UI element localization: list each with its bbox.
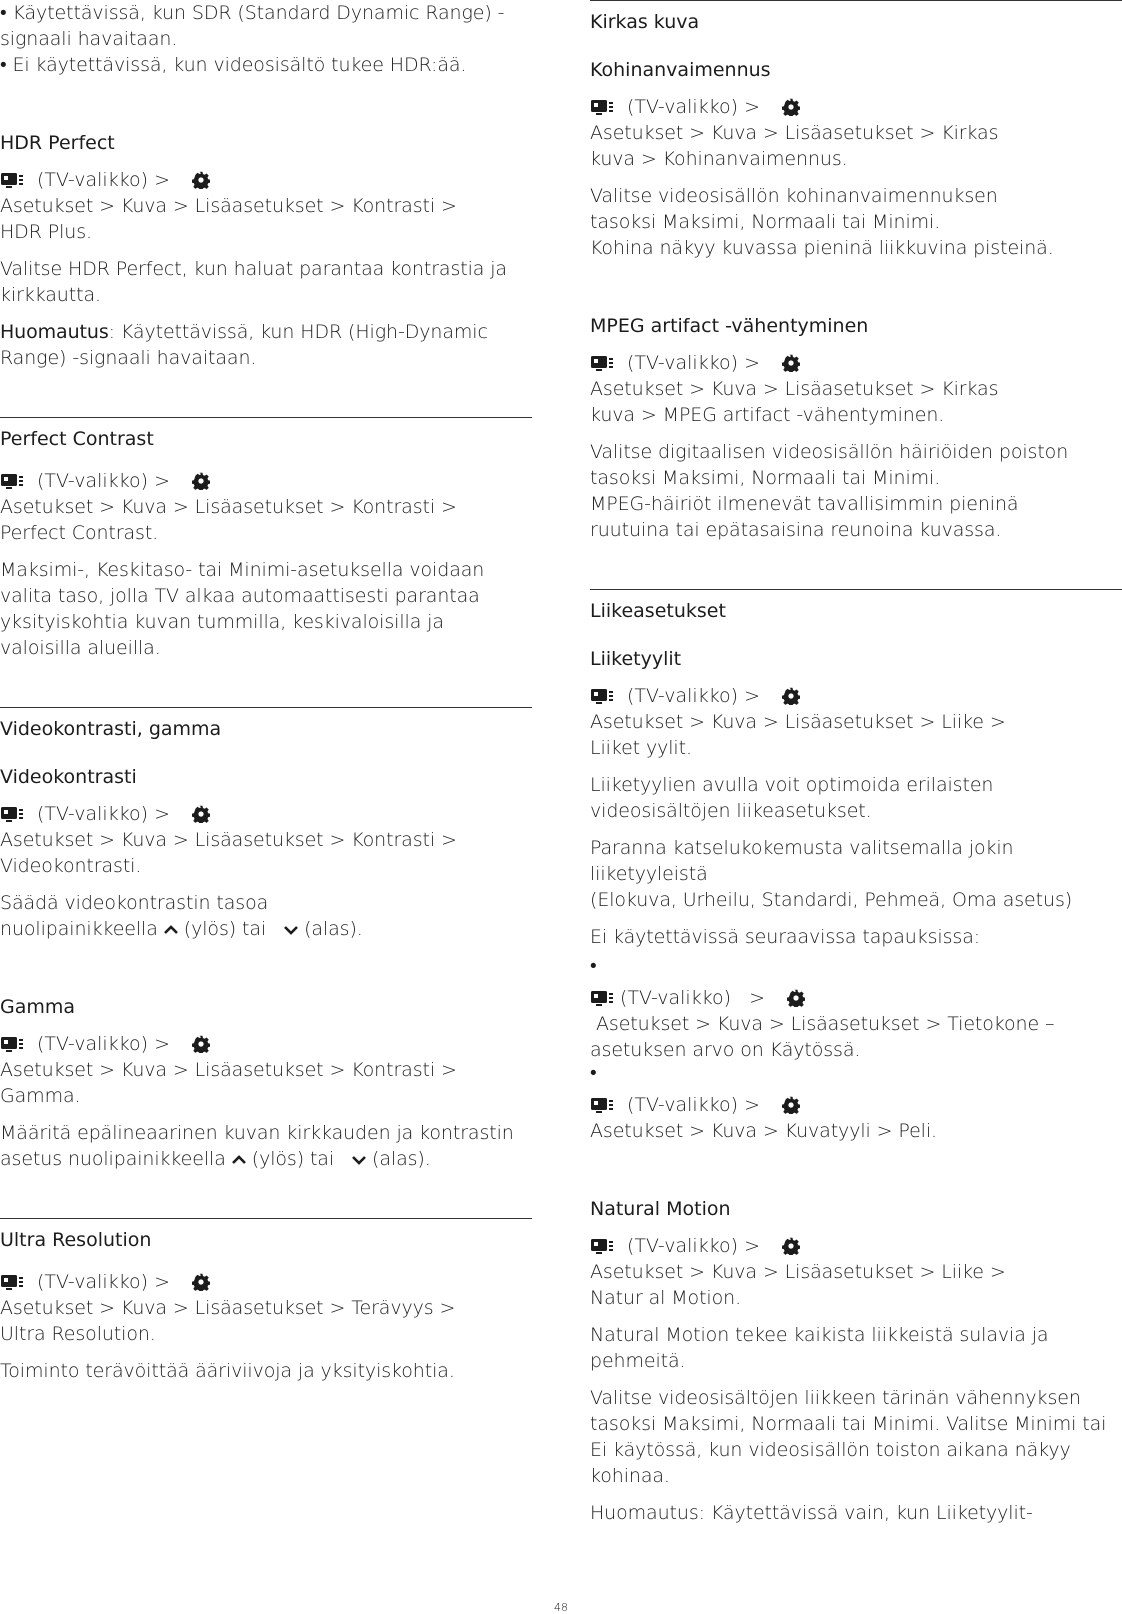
up-label: (ylös) tai — [183, 918, 267, 940]
section-title-hdr-perfect: HDR Perfect — [0, 132, 115, 154]
gear-icon — [782, 1096, 800, 1114]
settings-path: Asetukset > Kuva > Lisäasetukset > Terävyys > Ultra Resolution. — [0, 1297, 456, 1345]
gear-icon — [192, 1035, 210, 1053]
settings-path: Asetukset > Kuva > Lisäasetukset > Kontrasti > HDR Plus. — [0, 195, 457, 243]
note — [0, 319, 530, 371]
note-label: Huomautus — [0, 321, 109, 343]
settings-path: Asetukset > Kuva > Lisäasetukset > Liike > Natur al Motion. — [590, 1261, 1006, 1309]
section-divider — [0, 417, 532, 418]
menu-path-line — [590, 350, 1122, 376]
section-title-clear-image: Kirkas kuva — [590, 11, 700, 33]
settings-path: Asetukset > Kuva > Lisäasetukset > Kirkas kuva > MPEG artifact -vähentyminen. — [590, 378, 999, 426]
description: Määritä epälineaarinen kuvan kirkkauden ja kontrastin — [0, 1122, 514, 1144]
description: Liiketyylien avulla voit optimoida erilaisten videosisältöjen liikeasetukset. — [590, 774, 994, 822]
tv-menu-icon — [590, 686, 614, 706]
menu-label: (TV-valikko) > — [37, 803, 171, 825]
tv-menu-icon — [0, 1034, 24, 1054]
menu-label: (TV-valikko) > — [37, 1033, 171, 1055]
gear-icon — [787, 989, 805, 1007]
menu-label: (TV-valikko) > — [627, 1094, 761, 1116]
gear-icon — [192, 805, 210, 823]
gear-icon — [782, 1237, 800, 1255]
tv-menu-icon — [590, 353, 614, 373]
menu-path-line — [590, 683, 1122, 709]
menu-label: (TV-valikko) > — [620, 987, 766, 1009]
bullet-sdr: • Käytettävissä, kun SDR (Standard Dynamic Range) -signaali havaitaan. — [0, 2, 505, 50]
section-divider — [590, 0, 1122, 1]
menu-path-line — [590, 985, 1122, 1011]
gear-icon — [782, 98, 800, 116]
section-divider — [590, 589, 1122, 590]
desc-text: nuolipainikkeella — [0, 918, 158, 940]
up-label: (ylös) tai — [251, 1148, 335, 1170]
settings-path: Asetukset > Kuva > Lisäasetukset > Tietokone – asetuksen arvo on Käytössä. — [590, 1013, 1055, 1061]
menu-label: (TV-valikko) > — [627, 1235, 761, 1257]
section-divider — [0, 1218, 532, 1219]
menu-label: (TV-valikko) > — [627, 352, 761, 374]
description: Kohina näkyy kuvassa pieninä liikkuvina pisteinä. — [590, 237, 1054, 259]
menu-path-line — [0, 167, 532, 193]
settings-path: Asetukset > Kuva > Lisäasetukset > Kontrasti > Gamma. — [0, 1059, 457, 1107]
description: Toiminto terävöittää ääriviivoja ja yksityiskohtia. — [0, 1360, 455, 1382]
menu-label: (TV-valikko) > — [37, 169, 171, 191]
note-text: : Käytettävissä, kun HDR (High-Dynamic Range) -signaali havaitaan. — [0, 321, 488, 369]
menu-label: (TV-valikko) > — [627, 685, 761, 707]
bullet: • — [590, 955, 597, 977]
chevron-down-icon — [350, 1153, 368, 1167]
section-title-video-contrast-gamma: Videokontrasti, gamma — [0, 718, 222, 740]
tv-menu-icon — [590, 1236, 614, 1256]
description: MPEG-häiriöt ilmenevät tavallisimmin pieninä ruutuina tai epätasaisina reunoina kuvassa. — [590, 493, 1019, 541]
chevron-down-icon — [282, 923, 300, 937]
description-arrows — [0, 916, 532, 942]
gear-icon — [782, 354, 800, 372]
section-title-ultra-resolution: Ultra Resolution — [0, 1229, 152, 1251]
chevron-up-icon — [230, 1153, 248, 1167]
description: Valitse digitaalisen videosisällön häiriöiden poiston tasoksi Maksimi, Normaali tai Minimi. — [590, 441, 1069, 489]
menu-path-line — [590, 1092, 1122, 1118]
description: Valitse videosisällön kohinanvaimennuksen tasoksi Maksimi, Normaali tai Minimi. — [590, 185, 998, 233]
description: (Elokuva, Urheilu, Standardi, Pehmeä, Oma asetus) — [590, 889, 1073, 911]
menu-path-line — [590, 1233, 1122, 1259]
description: Paranna katselukokemusta valitsemalla jokin liiketyyleistä — [590, 837, 1014, 885]
subsection-title-video-contrast: Videokontrasti — [0, 766, 137, 788]
settings-path: Asetukset > Kuva > Kuvatyyli > Peli. — [590, 1120, 937, 1142]
menu-path-line — [0, 1269, 532, 1295]
menu-path-line — [590, 94, 1122, 120]
gear-icon — [782, 687, 800, 705]
tv-menu-icon — [0, 1272, 24, 1292]
menu-path-line — [0, 801, 532, 827]
description: Valitse videosisältöjen liikkeen tärinän vähennyksen tasoksi Maksimi, Normaali tai Minimi. Valitse Minimi tai Ei käytössä, kun videosisällön toiston aikana näkyy kohinaa. — [590, 1387, 1107, 1487]
gear-icon — [192, 1273, 210, 1291]
menu-path-line — [0, 1031, 532, 1057]
menu-label: (TV-valikko) > — [37, 1271, 171, 1293]
description: Maksimi-, Keskitaso- tai Minimi-asetuksella voidaan valita taso, jolla TV alkaa automaattisesti parantaa yksityiskohtia kuvan tummilla, keskivaloisilla ja valoisilla alueilla. — [0, 559, 485, 659]
settings-path: Asetukset > Kuva > Lisäasetukset > Kontrasti > Perfect Contrast. — [0, 496, 457, 544]
settings-path: Asetukset > Kuva > Lisäasetukset > Kirkas kuva > Kohinanvaimennus. — [590, 122, 999, 170]
section-title-motion-settings: Liikeasetukset — [590, 600, 726, 622]
description: Säädä videokontrastin tasoa — [0, 892, 269, 914]
subsection-title-noise-reduction: Kohinanvaimennus — [590, 59, 771, 81]
right-column — [590, 0, 1122, 1526]
down-label: (alas). — [304, 918, 363, 940]
section-title-perfect-contrast: Perfect Contrast — [0, 428, 154, 450]
description: Natural Motion tekee kaikista liikkeistä sulavia ja pehmeitä. — [590, 1324, 1049, 1372]
tv-menu-icon — [590, 97, 614, 117]
settings-path: Asetukset > Kuva > Lisäasetukset > Liike > Liiket yylit. — [590, 711, 1006, 759]
subsection-title-mpeg: MPEG artifact -vähentyminen — [590, 315, 869, 337]
section-divider — [0, 707, 532, 708]
menu-path-line — [0, 468, 532, 494]
description: Valitse HDR Perfect, kun haluat parantaa kontrastia ja kirkkautta. — [0, 258, 507, 306]
bullet: • — [590, 1062, 597, 1084]
gear-icon — [192, 171, 210, 189]
chevron-up-icon — [162, 923, 180, 937]
tv-menu-icon — [590, 988, 614, 1008]
tv-menu-icon — [590, 1095, 614, 1115]
down-label: (alas). — [372, 1148, 431, 1170]
left-column — [0, 0, 532, 1384]
page-number: 48 — [554, 1601, 568, 1614]
description-arrows — [0, 1146, 532, 1172]
note: Huomautus: Käytettävissä vain, kun Liiketyylit- — [590, 1502, 1033, 1524]
tv-menu-icon — [0, 471, 24, 491]
settings-path: Asetukset > Kuva > Lisäasetukset > Kontrasti > Videokontrasti. — [0, 829, 457, 877]
subsection-title-natural-motion: Natural Motion — [590, 1198, 731, 1220]
tv-menu-icon — [0, 170, 24, 190]
subsection-title-gamma: Gamma — [0, 996, 76, 1018]
tv-menu-icon — [0, 804, 24, 824]
subsection-title-motion-styles: Liiketyylit — [590, 648, 682, 670]
description: Ei käytettävissä seuraavissa tapauksissa: — [590, 926, 981, 948]
menu-label: (TV-valikko) > — [627, 96, 761, 118]
menu-label: (TV-valikko) > — [37, 470, 171, 492]
desc-text: asetus nuolipainikkeella — [0, 1148, 226, 1170]
bullet-hdr: • Ei käytettävissä, kun videosisältö tukee HDR:ää. — [0, 54, 467, 76]
gear-icon — [192, 472, 210, 490]
